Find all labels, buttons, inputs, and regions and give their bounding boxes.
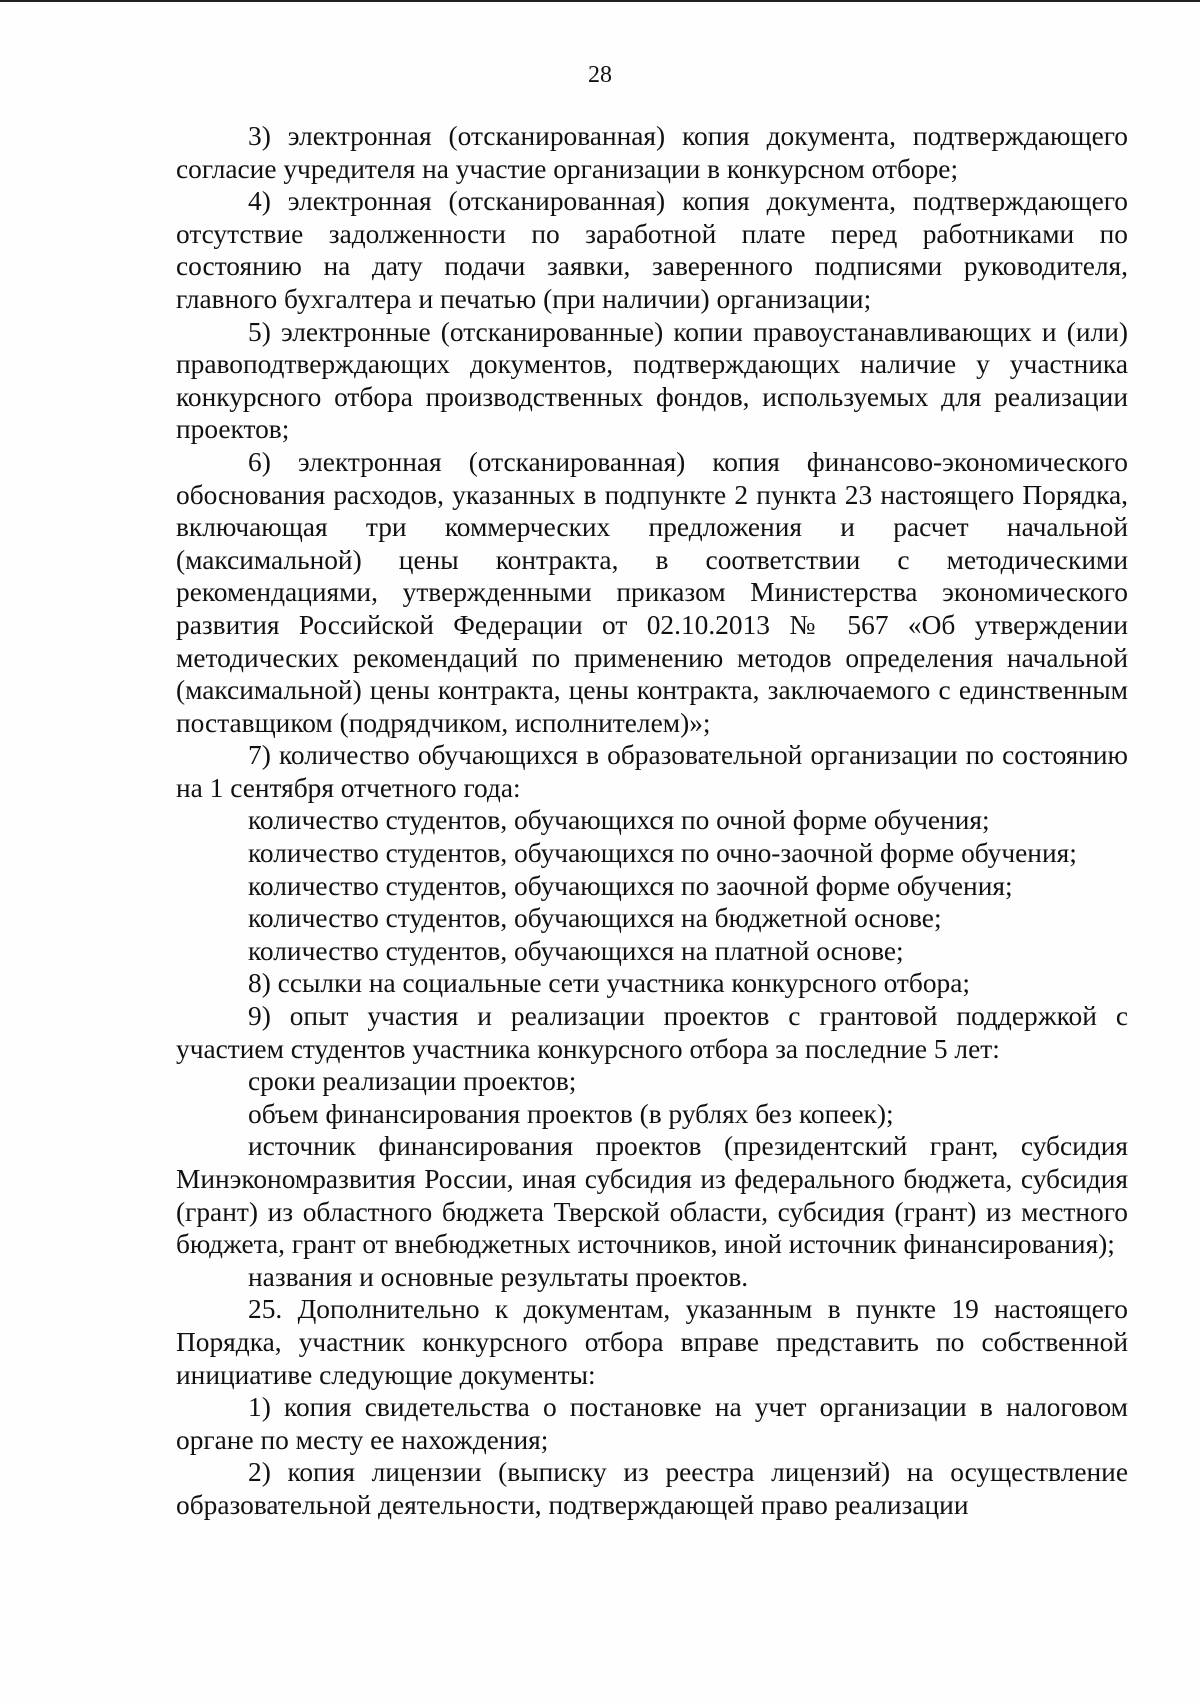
paragraph-25-item-1: 1) копия свидетельства о постановке на учет организации в налоговом органе по месту ее нахождения; <box>176 1392 1128 1455</box>
page-number: 28 <box>588 62 612 88</box>
paragraph-item-6: 6) электронная (отсканированная) копия финансово-экономического обоснования расходов, указанных в подпункте 2 пункта 23 настоящего Порядка, включающая три коммерческих предложения и расчет начальной (максимальной) цены контракта, в соответствии с методическими рекомендациями, утвержденными приказом Министерства экономического развития Российской Федерации от 02.10.2013 № 567 «Об утверждении методических рекомендаций по применению методов определения начальной (максимальной) цены контракта, цены контракта, заключаемого с единственным поставщиком (подрядчиком, исполнителем)»; <box>176 446 1128 738</box>
paragraph-students-extramural: количество студентов, обучающихся по заочной форме обучения; <box>248 870 1013 901</box>
paragraph-item-4: 4) электронная (отсканированная) копия документа, подтверждающего отсутствие задолженности по заработной плате перед работниками по состоянию на дату подачи заявки, заверенного подписями руководителя, главного бухгалтера и печатью (при наличии) организации; <box>176 186 1128 314</box>
paragraph-25-item-2: 2) копия лицензии (выписку из реестра лицензий) на осуществление образовательной деятельности, подтверждающей право реализации <box>176 1457 1128 1520</box>
paragraph-item-5: 5) электронные (отсканированные) копии правоустанавливающих и (или) правоподтверждающих документов, подтверждающих наличие у участника конкурсного отбора производственных фондов, используемых для реализации проектов; <box>176 316 1128 445</box>
paragraph-students-full-time: количество студентов, обучающихся по очной форме обучения; <box>248 805 990 836</box>
paragraph-item-7: 7) количество обучающихся в образовательной организации по состоянию на 1 сентября отчетного года: <box>176 740 1128 803</box>
paragraph-project-terms: сроки реализации проектов; <box>248 1066 577 1097</box>
paragraph-students-budget: количество студентов, обучающихся на бюджетной основе; <box>248 903 942 934</box>
paragraph-section-25: 25. Дополнительно к документам, указанным в пункте 19 настоящего Порядка, участник конкурсного отбора вправе представить по собственной инициативе следующие документы: <box>176 1294 1128 1390</box>
scan-top-edge <box>0 0 1200 2</box>
paragraph-project-names: названия и основные результаты проектов. <box>248 1261 749 1292</box>
paragraph-students-paid: количество студентов, обучающихся на платной основе; <box>248 935 904 966</box>
paragraph-item-9: 9) опыт участия и реализации проектов с грантовой поддержкой с участием студентов участника конкурсного отбора за последние 5 лет: <box>176 1001 1128 1064</box>
paragraph-item-8: 8) ссылки на социальные сети участника конкурсного отбора; <box>248 968 970 999</box>
document-body <box>176 120 1128 1522</box>
paragraph-students-part-time: количество студентов, обучающихся по очно-заочной форме обучения; <box>248 838 1077 869</box>
paragraph-project-funding-source: источник финансирования проектов (президентский грант, субсидия Минэкономразвития России, иная субсидия из федерального бюджета, субсидия (грант) из областного бюджета Тверской области, субсидия (грант) из местного бюджета, грант от внебюджетных источников, иной источник финансирования); <box>176 1131 1128 1260</box>
paragraph-project-funding-volume: объем финансирования проектов (в рублях без копеек); <box>248 1098 894 1129</box>
paragraph-item-3: 3) электронная (отсканированная) копия документа, подтверждающего согласие учредителя на участие организации в конкурсном отборе; <box>176 121 1128 184</box>
